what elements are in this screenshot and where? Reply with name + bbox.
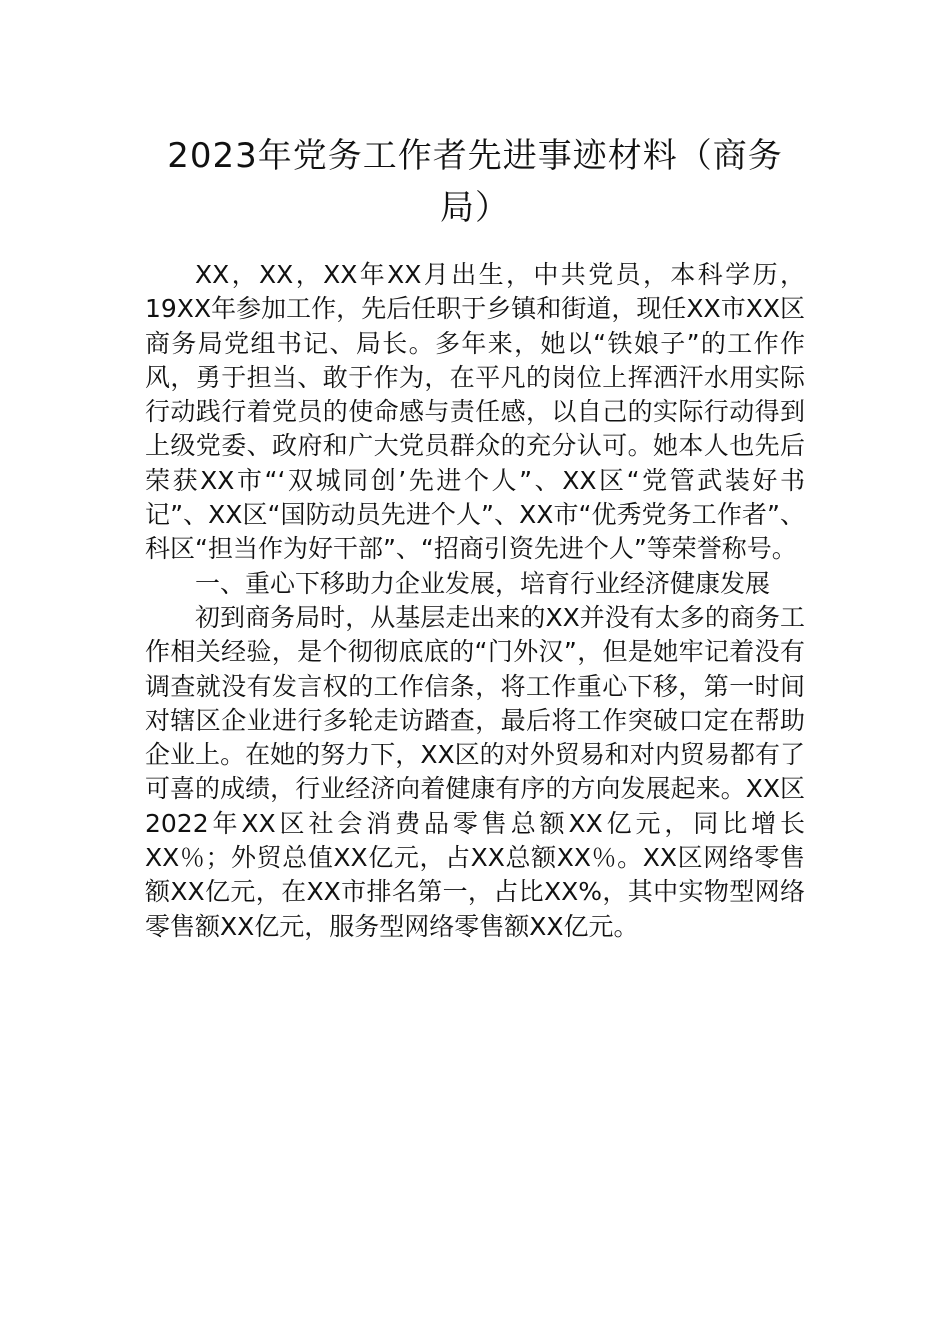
document-title-line-2: 局）: [440, 188, 510, 228]
section-paragraph: 初到商务局时，从基层走出来的XX并没有太多的商务工作相关经验，是个彻彻底底的“门外汉”，但是她牢记着没有调查就没有发言权的工作信条，将工作重心下移，第一时间对辖区企业进行多轮走访踏查，最后将工作突破口定在帮助企业上。在她的努力下，XX区的对外贸易和对内贸易都有了可喜的成绩，行业经济向着健康有序的方向发展起来。XX区2022年XX区社会消费品零售总额XX亿元，同比增长XX％；外贸总值XX亿元，占XX总额XX％。XX区网络零售额XX亿元，在XX市排名第一，占比XX%，其中实物型网络零售额XX亿元，服务型网络零售额XX亿元。: [145, 602, 805, 941]
section-heading: 一、重心下移助力企业发展，培育行业经济健康发展: [195, 568, 771, 598]
document-body: [145, 258, 805, 944]
intro-paragraph: XX，XX，XX年XX月出生，中共党员，本科学历，19XX年参加工作，先后任职于乡镇和街道，现任XX市XX区商务局党组书记、局长。多年来，她以“铁娘子”的工作作风，勇于担当、敢于作为，在平凡的岗位上挥洒汗水用实际行动践行着党员的使命感与责任感，以自己的实际行动得到上级党委、政府和广大党员群众的充分认可。她本人也先后荣获XX市“‘双城同创’先进个人”、XX区“党管武装好书记”、XX区“国防动员先进个人”、XX市“优秀党务工作者”、科区“担当作为好干部”、“招商引资先进个人”等荣誉称号。: [145, 260, 805, 564]
document-title-line-1: 2023年党务工作者先进事迹材料（商务: [167, 136, 783, 176]
document-title: [145, 130, 805, 234]
